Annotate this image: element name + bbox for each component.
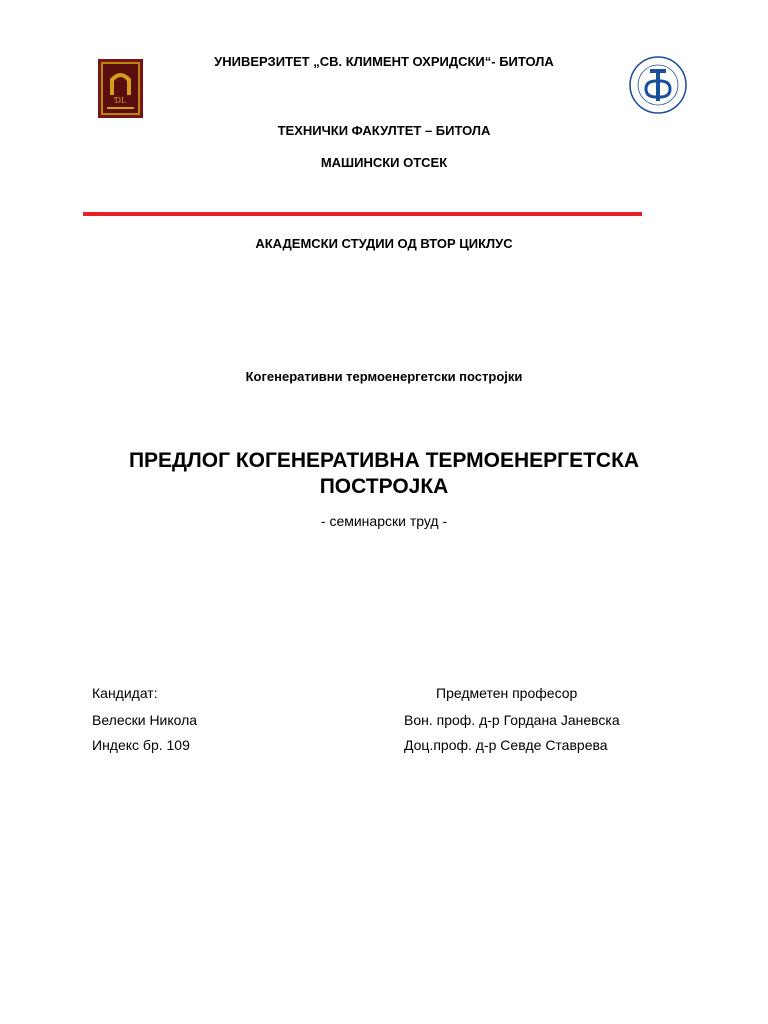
department-name: МАШИНСКИ ОТСЕК xyxy=(320,155,448,170)
professor-name-1: Вон. проф. д-р Гордана Јаневска xyxy=(404,712,620,728)
red-divider xyxy=(83,212,642,216)
candidate-name: Велески Никола xyxy=(92,712,198,728)
document-title xyxy=(0,448,768,500)
faculty-name: ТЕХНИЧКИ ФАКУЛТЕТ – БИТОЛА xyxy=(277,123,491,138)
document-title-line1: ПРЕДЛОГ КОГЕНЕРАТИВНА ТЕРМОЕНЕРГЕТСКА xyxy=(128,449,640,472)
document-title-line2: ПОСТРОЈКА xyxy=(319,475,449,498)
svg-text:ƊL: ƊL xyxy=(114,96,127,105)
document-subtitle: - семинарски труд - xyxy=(320,513,448,529)
course-name: Когенеративни термоенергетски постројки xyxy=(245,369,523,384)
professor-name-2: Доц.проф. д-р Севде Ставрева xyxy=(404,737,608,753)
candidate-label: Кандидат: xyxy=(92,685,158,701)
studies-heading: АКАДЕМСКИ СТУДИИ ОД ВТОР ЦИКЛУС xyxy=(255,236,513,251)
candidate-index: Индекс бр. 109 xyxy=(92,737,190,753)
university-name: УНИВЕРЗИТЕТ „СВ. КЛИМЕНТ ОХРИДСКИ“- БИТОЛА xyxy=(214,54,554,69)
professor-label: Предметен професор xyxy=(436,685,578,701)
